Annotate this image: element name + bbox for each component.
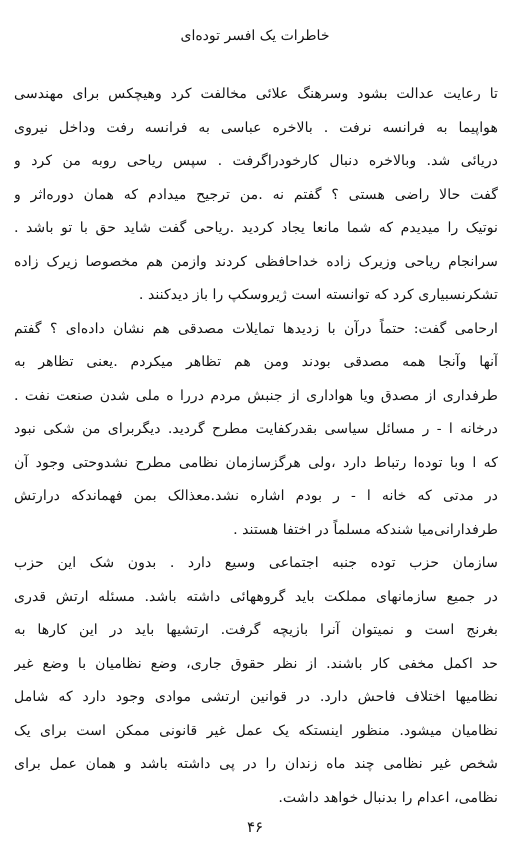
text-line: آنها وآنجا همه مصدقی بودند ومن هم تظاهر میکردم .یعنی تظاهر به xyxy=(14,354,498,370)
text-line: شخص غیر نظامی چند ماه زندان را در پی داشته باشد و همان عمل برای xyxy=(14,756,498,772)
text-line: که ا وبا توده‌ا رتباط دارد ،ولی هرگزسازمان نظامی مطرح نشدوحتی وجود آن xyxy=(14,454,498,471)
text-line: تشکرنسبیاری کرد که توانسته است ژیروسکپ را باز دیدکنند . xyxy=(138,287,498,303)
text-line: تا رعایت عدالت بشود وسرهنگ علائی مخالفت کرد وهیچکس برای مهندسی xyxy=(14,86,498,102)
text-line: دریائی شد. وبالاخره دنبال کارخودراگرفت . سپس ریاحی روبه من کرد و xyxy=(14,153,498,169)
running-header-title: خاطرات یک افسر توده‌ای xyxy=(180,28,330,44)
text-line: نظامی، اعدام را بدنبال خواهد داشت. xyxy=(278,789,498,806)
text-line: در جمیع سازمانهای مملکت باید گروههائی داشته باشد. مسئله ارتش قدری xyxy=(14,588,498,605)
text-line: ارحامی گفت: حتماً درآن با زدیدها تمایلات مصدقی هم نشان داده‌ای ؟ گفتم xyxy=(14,320,498,337)
text-line: بغرنج است و نمیتوان آنرا بازیچه گرفت. ارتشیها باید در این کارها به xyxy=(14,622,498,638)
text-line: سرانجام ریاحی وزیرک زاده خداحافظی کردند وازمن هم مخصوصا زیرک زاده xyxy=(14,253,498,270)
text-line: طرفداری از مصدق ویا هواداری از جنبش مردم دررا ه ملی شدن صنعت نفت . xyxy=(14,387,498,404)
text-line: هواپیما به فرانسه نرفت . بالاخره عباسی به فرانسه رفت وداخل نیروی xyxy=(14,119,498,136)
body-text xyxy=(14,78,498,815)
text-line: سازمان حزب توده جنبه اجتماعی وسیع دارد . بدون شک این حزب xyxy=(14,555,498,571)
page-number: ۴۶ xyxy=(246,818,264,836)
text-line: نظامیها اختلاف فاحش دارد. در قوانین ارتشی موادی وجود دارد که شامل xyxy=(14,689,498,705)
text-line: گفت حالا راضی هستی ؟ گفتم نه .من ترجیح میدادم که همان دوره‌اثر و xyxy=(14,186,498,203)
text-line: حد اکمل مخفی کار باشند. از نظر حقوق جاری، وضع نظامیان با وضع غیر xyxy=(14,655,498,672)
text-line: نوتیک را میدیدم که شما مانعا یجاد کردید .ریاحی گفت شاید حق با تو باشد . xyxy=(14,220,498,236)
text-line: نظامیان میشود. منظور اینستکه یک عمل غیر قانونی ممکن است برای یک xyxy=(14,722,498,739)
text-line: درخانه ا - ر مسائل سیاسی بقدرکفایت مطرح گردید. دیگربرای من شکی نبود xyxy=(14,421,498,437)
text-line: طرفدارانی‌میا شندکه مسلماً در اختفا هستند . xyxy=(233,521,498,538)
text-line: در مدتی که خانه ا - ر بودم اشاره نشد.معذالک بمن فهماندکه درارتش xyxy=(14,488,498,504)
